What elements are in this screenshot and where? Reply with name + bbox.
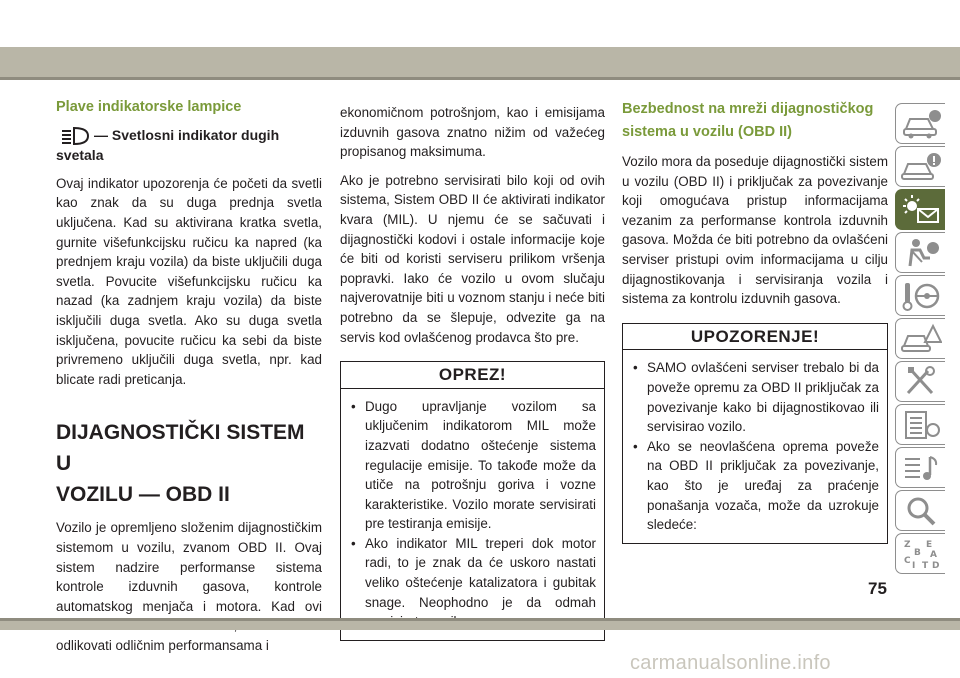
seatbelt-airbag-person-icon xyxy=(900,236,942,270)
svg-text:Z: Z xyxy=(903,539,911,550)
obd-security-heading-line1: Bezbednost na mreži dijagnostičkog xyxy=(622,101,874,117)
svg-text:I: I xyxy=(911,560,915,571)
column-left xyxy=(56,98,322,656)
obd-security-description: Vozilo mora da poseduje dijagnostički sistem u vozilu (OBD II) i priključak za povezivanje koji omogućava pristup informacijama vezanim za performanse kontrola izduvnih gasova. Možda će biti potrebno da ovlašćeni serviser pristupi ovim informacijama u cilju dijagnostikovanja i servisiranja vozila i sistema za kontrolu izduvnih gasova. xyxy=(622,154,888,307)
column-middle xyxy=(340,103,605,641)
section-heading-blue-indicators: Plave indikatorske lampice xyxy=(56,99,242,115)
key-steering-wheel-icon xyxy=(900,279,942,313)
footer-band xyxy=(0,621,960,630)
svg-text:D: D xyxy=(931,560,939,571)
warning-item: • Ako se neovlašćena oprema poveže na OBD II priključak za povezivanje, kao što je uređaj za praćenje ponašanja vozača, može da uzrokuje sledeće: xyxy=(633,437,879,535)
svg-text:C: C xyxy=(903,555,911,566)
warning-title: UPOZORENJE! xyxy=(623,324,887,351)
tab-multimedia[interactable] xyxy=(895,447,945,488)
magnifier-search-icon xyxy=(900,494,942,528)
indicator-light-message-icon xyxy=(900,193,942,227)
car-warning-info-icon xyxy=(900,150,942,184)
tab-service[interactable] xyxy=(895,361,945,402)
svg-text:B: B xyxy=(913,547,921,558)
specifications-list-icon xyxy=(900,408,942,442)
caution-item: • Dugo upravljanje vozilom sa uključenim indikatorom MIL može izazvati dodatno oštećenje sistema regulacije emisije. To takođe može da utiče na potrošnju goriva i vozne karakteristike. Vozilo morate servisirati pre testiranja emisije. xyxy=(351,397,596,534)
list-music-note-icon xyxy=(900,451,942,485)
alphabet-index-icon xyxy=(900,537,942,571)
column-right xyxy=(622,98,888,544)
caution-box xyxy=(340,361,605,641)
wrench-screwdriver-icon xyxy=(900,365,942,399)
obd-mil-paragraph: Ako je potrebno servisirati bilo koji od ovih sistema, Sistem OBD II će aktivirati indikator kvara (MIL). U njemu će se sačuvati i dijagnostički kodovi i ostale informacije koje će biti od koristi serviseru prilikom vršenja popravki. Iako će vozilo u ovom slučaju najverovatnije biti u voznom stanju i neće biti potrebno da se šlepuje, odvezite ga na servis kod ovlašćenog prodavca što pre. xyxy=(340,172,605,345)
header-rule xyxy=(0,77,960,80)
chapter-tabs xyxy=(895,103,945,576)
tab-emergency[interactable] xyxy=(895,318,945,359)
tab-car-warning[interactable] xyxy=(895,146,945,187)
obd-continuation-paragraph: ekonomičnom potrošnjom, kao i emisijama izduvnih gasova znatno nižim od važećeg propisanog maksimuma. xyxy=(340,105,605,160)
tab-specifications[interactable] xyxy=(895,404,945,445)
caution-list xyxy=(341,389,604,640)
warning-box xyxy=(622,323,888,544)
watermark-text: carmanualsonline.info xyxy=(630,652,831,674)
obd-security-heading-line2: sistema u vozilu (OBD II) xyxy=(622,124,792,140)
header-band xyxy=(0,47,960,77)
tab-indicators[interactable] xyxy=(895,189,945,230)
obd-security-heading xyxy=(622,98,888,144)
caution-title: OPREZ! xyxy=(341,362,604,389)
tab-alphabetical-index[interactable] xyxy=(895,533,945,574)
high-beam-description: Ovaj indikator upozorenja će početi da svetli kao znak da su duga prednja svetla uključena. Kad su aktivirana kratka svetla, gurnite višefunkcijsku ručicu ka napred (ka prednjem kraju vozila) da biste uključili duga svetla. Povucite višefunkcijsku ručicu ka nazad (ka zadnjem kraju vozila) da biste isključili duga svetla. Ako su duga svetla isključena, povucite ručicu ka sebi da biste privremeno uključili duga svetla, npr. kad blicate radi preticanja. xyxy=(56,175,322,387)
tab-index-search[interactable] xyxy=(895,490,945,531)
obd-title-line2: VOZILU — OBD II xyxy=(56,483,230,507)
svg-text:T: T xyxy=(921,560,928,571)
warning-list xyxy=(623,350,887,542)
warning-item: • SAMO ovlašćeni serviser trebalo bi da poveže opremu za OBD II priključak za povezivanje kako bi dijagnostikovao ili servisirao vozilo. xyxy=(633,358,879,436)
caution-item: • Ako indikator MIL treperi dok motor radi, to je znak da će uskoro nastati veliko oštećenje katalizatora i gubitak snage. Neophodno je da odmah xyxy=(351,534,596,632)
obd-description: Vozilo je opremljeno složenim dijagnostičkim sistemom u vozilu, zvanom OBD II. Ovaj sistem nadzire performanse sistema kontrole izduvnih gasova, kontrole automatskog menjača i motora. Kad ovi odlikovati odličnim performansama i xyxy=(56,520,322,653)
tab-safety[interactable] xyxy=(895,232,945,273)
svg-text:E: E xyxy=(925,539,932,550)
high-beam-title-line2: svetala xyxy=(56,146,104,163)
obd-title-line1: DIJAGNOSTIČKI SISTEM U xyxy=(56,421,305,476)
page-number: 75 xyxy=(868,579,887,598)
high-beam-indicator-icon xyxy=(60,126,90,146)
svg-text:A: A xyxy=(929,549,937,560)
high-beam-title-line1: — Svetlosni indikator dugih xyxy=(94,126,280,143)
car-info-icon xyxy=(900,107,942,141)
car-hazard-triangle-icon xyxy=(900,322,942,356)
tab-car-info[interactable] xyxy=(895,103,945,144)
tab-starting[interactable] xyxy=(895,275,945,316)
obd-section-title xyxy=(56,417,322,510)
high-beam-item-title xyxy=(56,126,322,165)
